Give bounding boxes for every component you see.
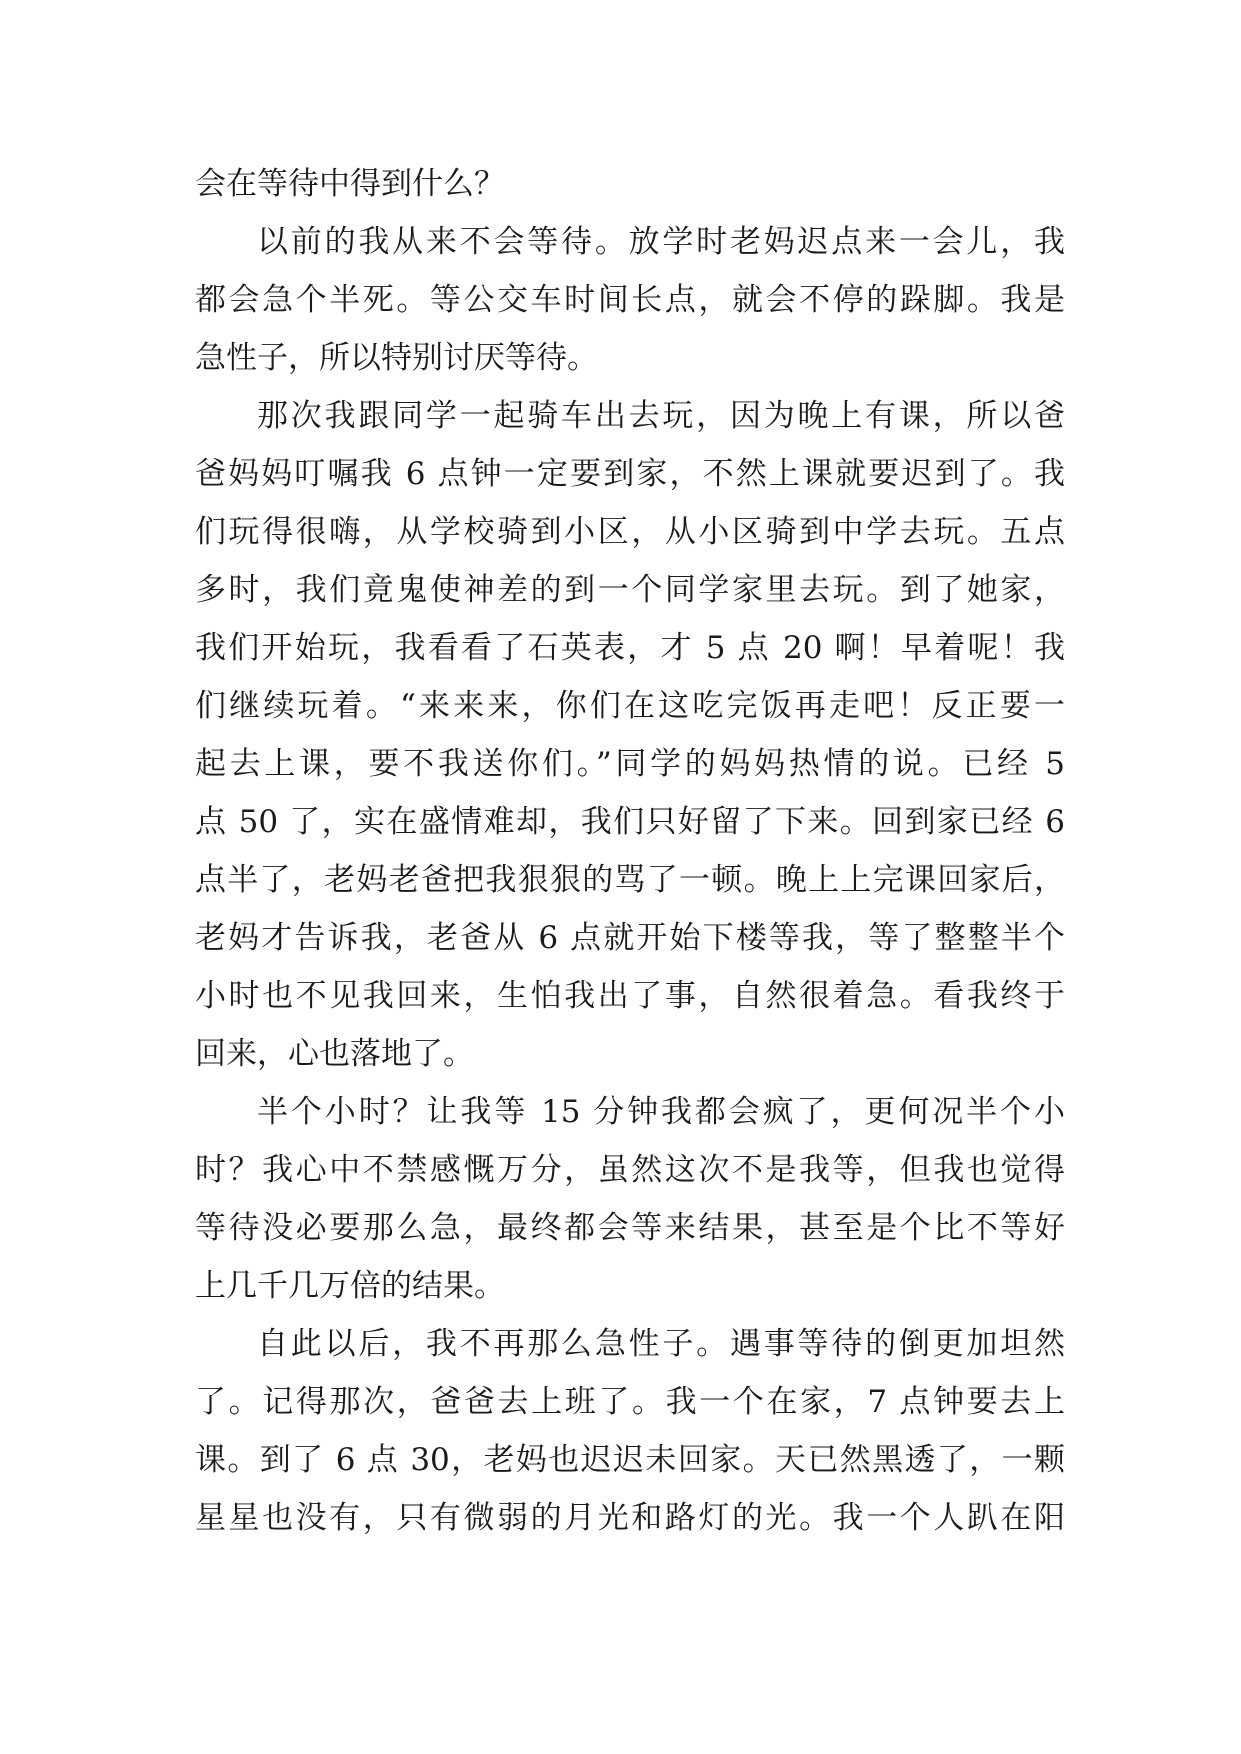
text-line: 回来，心也落地了。: [195, 1036, 474, 1072]
text-line: 起去上课，要不我送你们。”同学的妈妈热情的说。已经 5: [195, 746, 1065, 782]
text-line: 会在等待中得到什么？: [195, 166, 505, 202]
text-line: 星星也没有，只有微弱的月光和路灯的光。我一个人趴在阳: [195, 1500, 1065, 1536]
text-line: 多时，我们竟鬼使神差的到一个同学家里去玩。到了她家，: [195, 572, 1065, 608]
text-line: 们玩得很嗨，从学校骑到小区，从小区骑到中学去玩。五点: [195, 514, 1065, 550]
text-line: 时？我心中不禁感慨万分，虽然这次不是我等，但我也觉得: [195, 1152, 1065, 1188]
text-line: 了。记得那次，爸爸去上班了。我一个在家，7 点钟要去上: [195, 1384, 1065, 1420]
text-line: 等待没必要那么急，最终都会等来结果，甚至是个比不等好: [195, 1210, 1065, 1246]
text-line: 以前的我从来不会等待。放学时老妈迟点来一会儿，我: [257, 224, 1065, 260]
text-line: 都会急个半死。等公交车时间长点，就会不停的跺脚。我是: [195, 282, 1065, 318]
text-line: 急性子，所以特别讨厌等待。: [195, 340, 598, 376]
text-line: 上几千几万倍的结果。: [195, 1268, 505, 1304]
text-line: 点半了，老妈老爸把我狠狠的骂了一顿。晚上上完课回家后，: [195, 862, 1065, 898]
text-line: 点 50 了，实在盛情难却，我们只好留了下来。回到家已经 6: [195, 804, 1065, 840]
text-line: 自此以后，我不再那么急性子。遇事等待的倒更加坦然: [257, 1326, 1065, 1362]
text-line: 课。到了 6 点 30，老妈也迟迟未回家。天已然黑透了，一颗: [195, 1442, 1065, 1478]
text-line: 们继续玩着。“来来来，你们在这吃完饭再走吧！反正要一: [195, 688, 1065, 724]
text-line: 小时也不见我回来，生怕我出了事，自然很着急。看我终于: [195, 978, 1065, 1014]
text-line: 半个小时？让我等 15 分钟我都会疯了，更何况半个小: [257, 1094, 1065, 1130]
body-text: [195, 155, 1065, 1547]
text-line: 老妈才告诉我，老爸从 6 点就开始下楼等我，等了整整半个: [195, 920, 1065, 956]
text-line: 我们开始玩，我看看了石英表，才 5 点 20 啊！早着呢！我: [195, 630, 1065, 666]
text-line: 那次我跟同学一起骑车出去玩，因为晚上有课，所以爸: [257, 398, 1065, 434]
text-line: 爸妈妈叮嘱我 6 点钟一定要到家，不然上课就要迟到了。我: [195, 456, 1065, 492]
